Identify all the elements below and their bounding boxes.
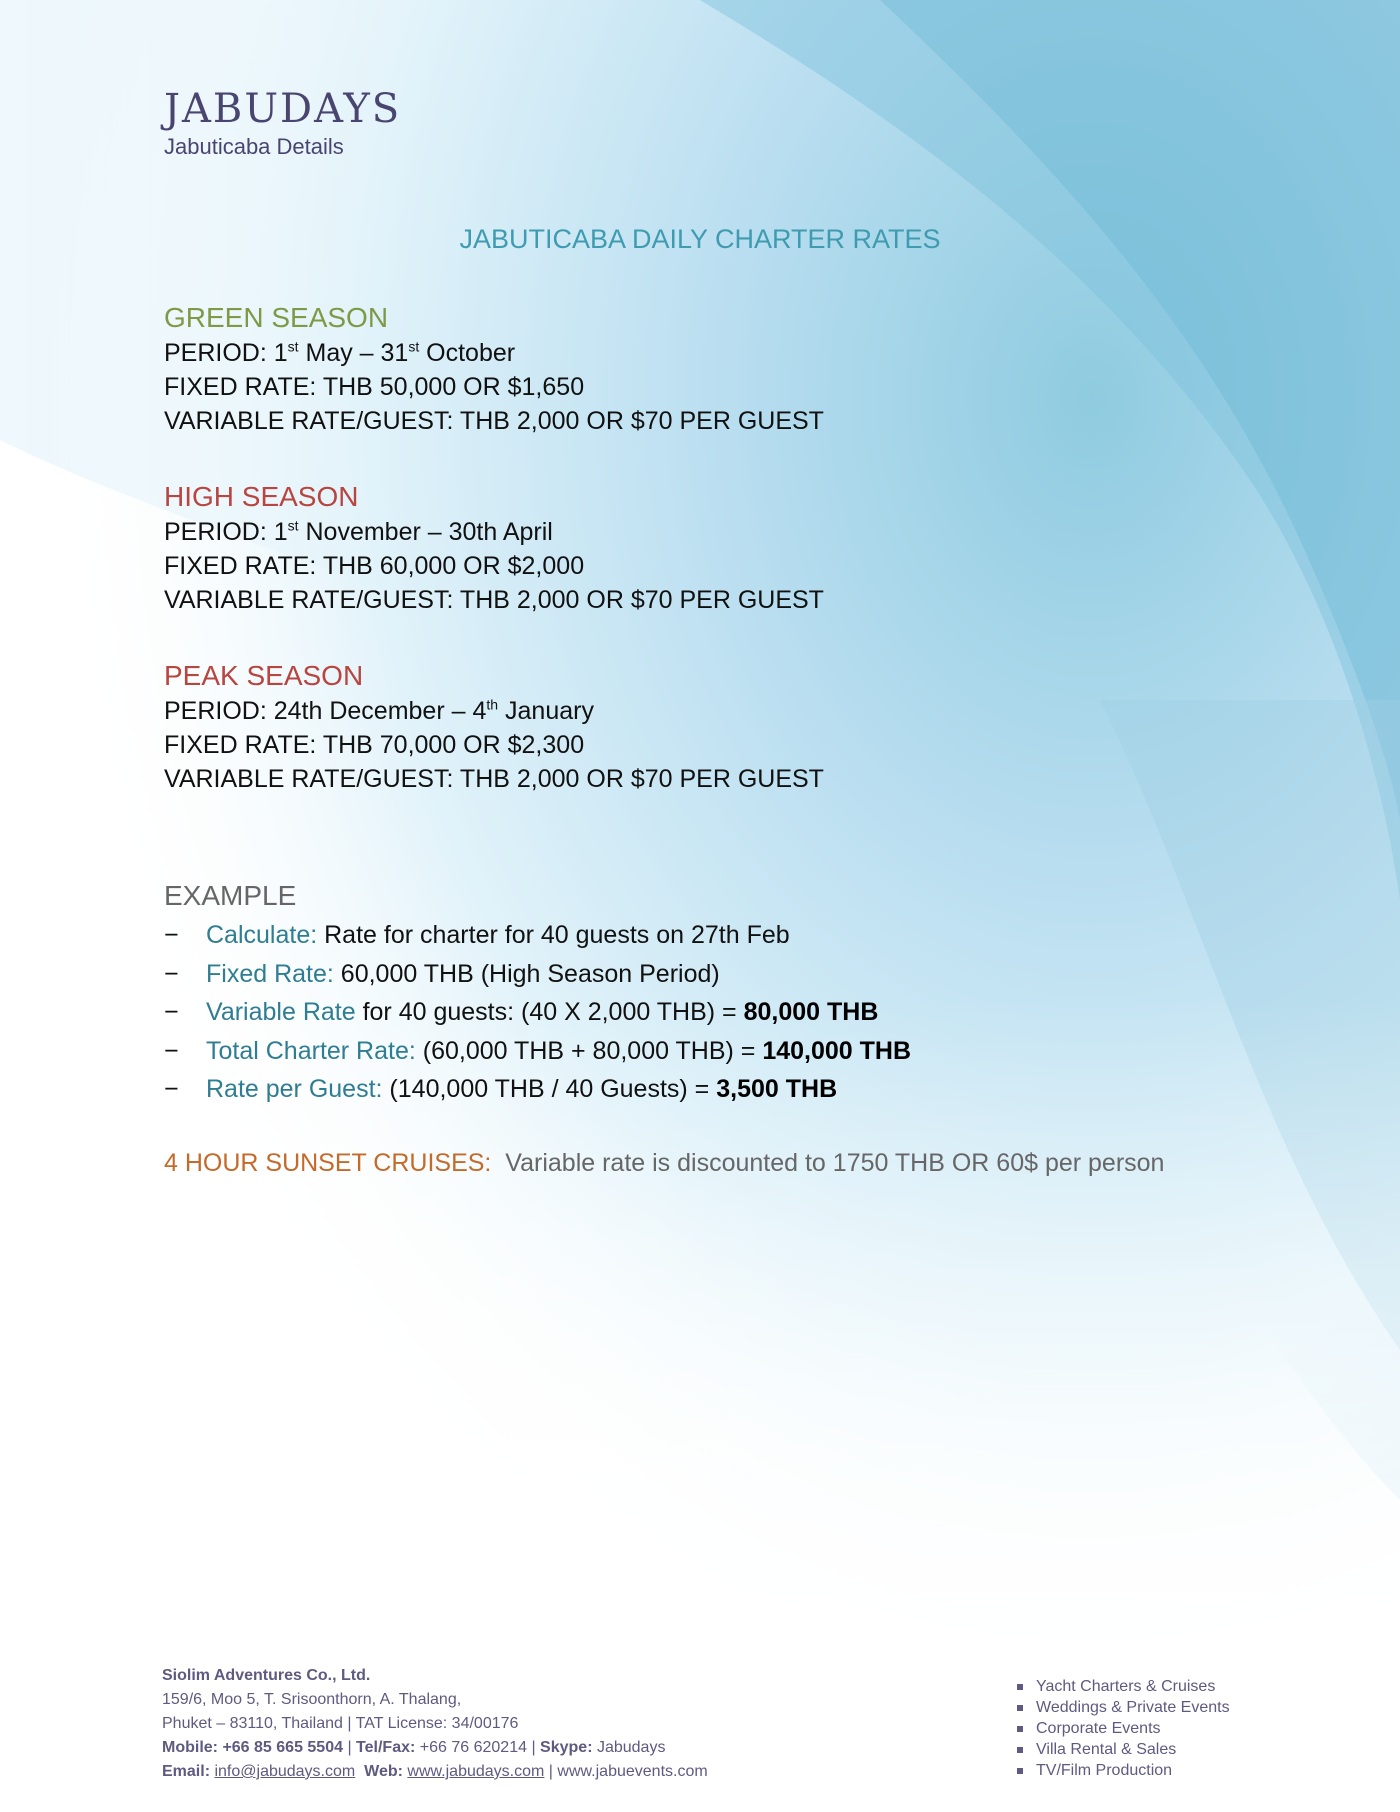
list-item: − Total Charter Rate: (60,000 THB + 80,000 THB) = 140,000 THB: [164, 1036, 912, 1065]
season-period: PERIOD: 1st November – 30th April: [164, 517, 553, 546]
season-period: PERIOD: 24th December – 4th January: [164, 696, 594, 725]
example-heading: EXAMPLE: [164, 880, 297, 911]
page-title-text: JABUTICABA DAILY CHARTER RATES: [459, 224, 941, 254]
address-line: Phuket – 83110, Thailand | TAT License: 34/00176: [162, 1715, 519, 1732]
high-season-section: [164, 479, 1264, 617]
list-item: − Rate per Guest: (140,000 THB / 40 Guests) = 3,500 THB: [164, 1075, 838, 1103]
season-heading: HIGH SEASON: [164, 481, 359, 512]
web-link[interactable]: www.jabudays.com: [407, 1763, 545, 1780]
season-fixed-rate: FIXED RATE: THB 60,000 OR $2,000: [164, 552, 585, 580]
company-name: Siolim Adventures Co., Ltd.: [162, 1667, 371, 1684]
bullet-icon: [1017, 1726, 1023, 1732]
example-section: [164, 878, 1264, 1109]
list-item: − Fixed Rate: 60,000 THB (High Season Period): [164, 959, 720, 988]
list-item: TV/Film Production: [1015, 1760, 1375, 1781]
brand-name: JABUDAYS: [164, 86, 402, 132]
bullet-icon: [1017, 1705, 1023, 1711]
bullet-icon: [1017, 1747, 1023, 1753]
list-item: Villa Rental & Sales: [1015, 1739, 1375, 1760]
sunset-cruise-note: 4 HOUR SUNSET CRUISES: Variable rate is discounted to 1750 THB OR 60$ per person: [164, 1149, 1165, 1177]
footer-contact: [162, 1664, 802, 1784]
season-heading: GREEN SEASON: [164, 302, 389, 333]
season-period: PERIOD: 1st May – 31st October: [164, 338, 516, 367]
peak-season-section: [164, 658, 1264, 796]
brand-subtitle: Jabuticaba Details: [164, 134, 344, 159]
example-list: [164, 916, 1264, 1109]
email-web-line: Email: info@jabudays.com Web: www.jabudays.com | www.jabuevents.com: [162, 1763, 708, 1780]
season-heading: PEAK SEASON: [164, 660, 364, 691]
list-item: − Variable Rate for 40 guests: (40 X 2,000 THB) = 80,000 THB: [164, 998, 879, 1026]
green-season-section: [164, 300, 1264, 438]
season-variable-rate: VARIABLE RATE/GUEST: THB 2,000 OR $70 PER GUEST: [164, 407, 824, 435]
bullet-icon: [1017, 1768, 1023, 1774]
list-item: Weddings & Private Events: [1015, 1697, 1375, 1718]
season-fixed-rate: FIXED RATE: THB 70,000 OR $2,300: [164, 731, 585, 759]
list-item: − Calculate: Rate for charter for 40 guests on 27th Feb: [164, 921, 790, 949]
season-fixed-rate: FIXED RATE: THB 50,000 OR $1,650: [164, 373, 585, 401]
email-link[interactable]: info@jabudays.com: [214, 1763, 356, 1780]
page-title: [0, 224, 1400, 255]
footer-services: [1015, 1676, 1375, 1781]
address-line: 159/6, Moo 5, T. Srisoonthorn, A. Thalang,: [162, 1691, 462, 1708]
list-item: Yacht Charters & Cruises: [1015, 1676, 1375, 1697]
list-item: Corporate Events: [1015, 1718, 1375, 1739]
phone-line: Mobile: +66 85 665 5504 | Tel/Fax: +66 76 620214 | Skype: Jabudays: [162, 1739, 666, 1756]
bullet-icon: [1017, 1684, 1023, 1690]
season-variable-rate: VARIABLE RATE/GUEST: THB 2,000 OR $70 PER GUEST: [164, 586, 824, 614]
season-variable-rate: VARIABLE RATE/GUEST: THB 2,000 OR $70 PER GUEST: [164, 765, 824, 793]
